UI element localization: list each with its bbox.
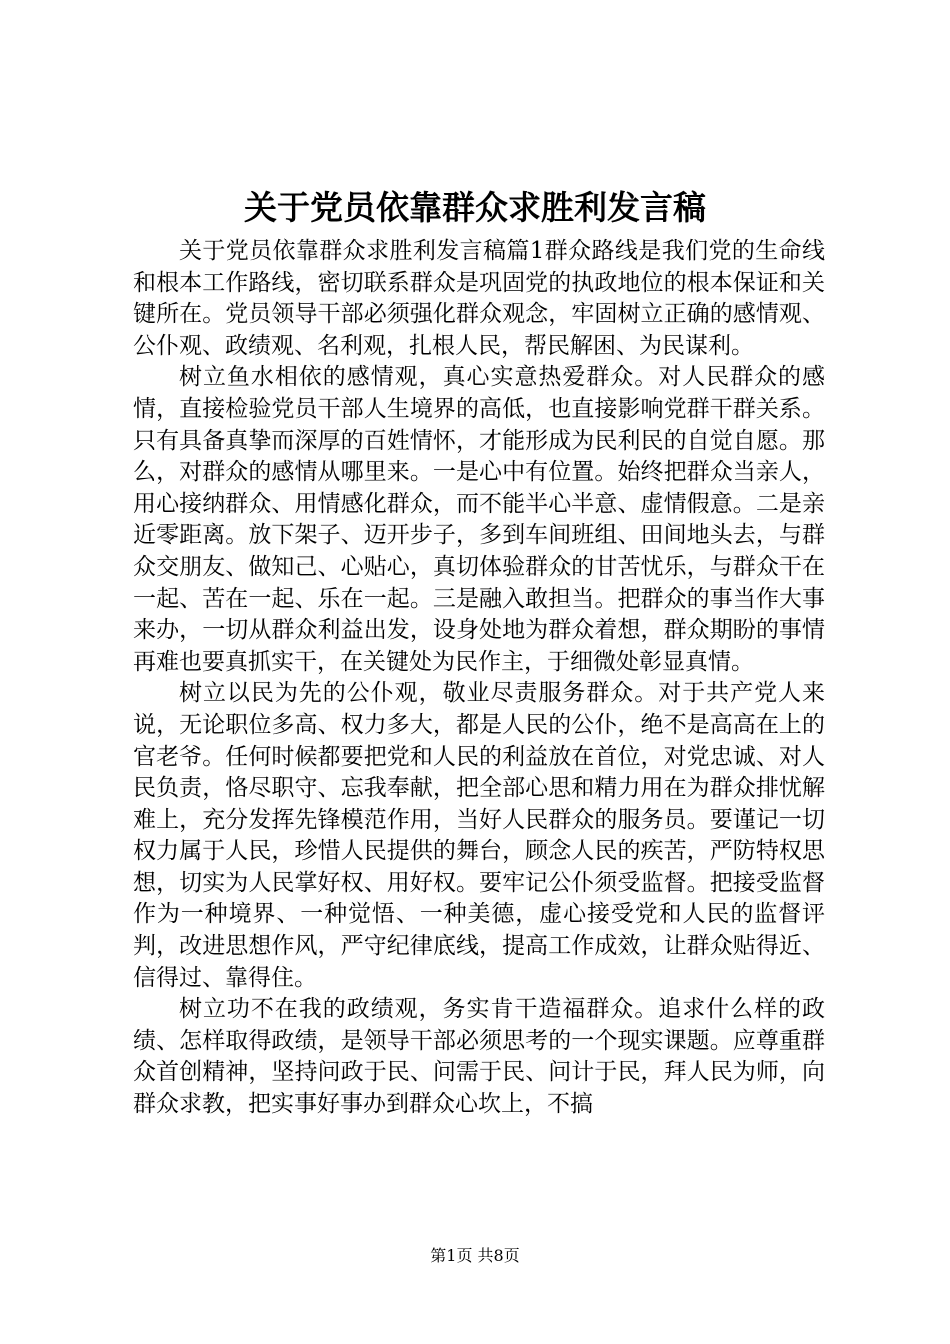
paragraph: 树立功不在我的政绩观，务实肯干造福群众。追求什么样的政绩、怎样取得政绩，是领导干部必须思考的一个现实课题。应尊重群众首创精神，坚持问政于民、问需于民、问计于民，拜人民为师，向群众求教，把实事好事办到群众心坎上，不搞 xyxy=(133,996,825,1118)
page-number-footer: 第1页 共8页 xyxy=(430,1246,520,1265)
paragraph: 关于党员依靠群众求胜利发言稿篇1群众路线是我们党的生命线和根本工作路线，密切联系群众是巩固党的执政地位的根本保证和关键所在。党员领导干部必须强化群众观念，牢固树立正确的感情观、公仆观、政绩观、名利观，扎根人民，帮民解困、为民谋利。 xyxy=(133,238,825,359)
paragraph: 树立以民为先的公仆观，敬业尽责服务群众。对于共产党人来说，无论职位多高、权力多大，都是人民的公仆，绝不是高高在上的官老爷。任何时候都要把党和人民的利益放在首位，对党忠诚、对人民负责，恪尽职守、忘我奉献，把全部心思和精力用在为群众排忧解难上，充分发挥先锋模范作用，当好人民群众的服务员。要谨记一切权力属于人民，珍惜人民提供的舞台，顾念人民的疾苦，严防特权思想，切实为人民掌好权、用好权。要牢记公仆须受监督。把接受监督作为一种境界、一种觉悟、一种美德，虚心接受党和人民的监督评判，改进思想作风，严守纪律底线，提高工作成效，让群众贴得近、信得过、靠得住。 xyxy=(133,680,825,991)
document-body xyxy=(133,236,825,1121)
paragraph: 树立鱼水相依的感情观，真心实意热爱群众。对人民群众的感情，直接检验党员干部人生境界的高低，也直接影响党群干群关系。只有具备真挚而深厚的百姓情怀，才能形成为民利民的自觉自愿。那么，对群众的感情从哪里来。一是心中有位置。始终把群众当亲人，用心接纳群众、用情感化群众，而不能半心半意、虚情假意。二是亲近零距离。放下架子、迈开步子，多到车间班组、田间地头去，与群众交朋友、做知己、心贴心，真切体验群众的甘苦忧乐，与群众干在一起、苦在一起、乐在一起。三是融入敢担当。把群众的事当作大事来办，一切从群众利益出发，设身处地为群众着想，群众期盼的事情再难也要真抓实干，在关键处为民作主，于细微处彰显真情。 xyxy=(133,364,825,675)
document-title: 关于党员依靠群众求胜利发言稿 xyxy=(244,188,706,227)
